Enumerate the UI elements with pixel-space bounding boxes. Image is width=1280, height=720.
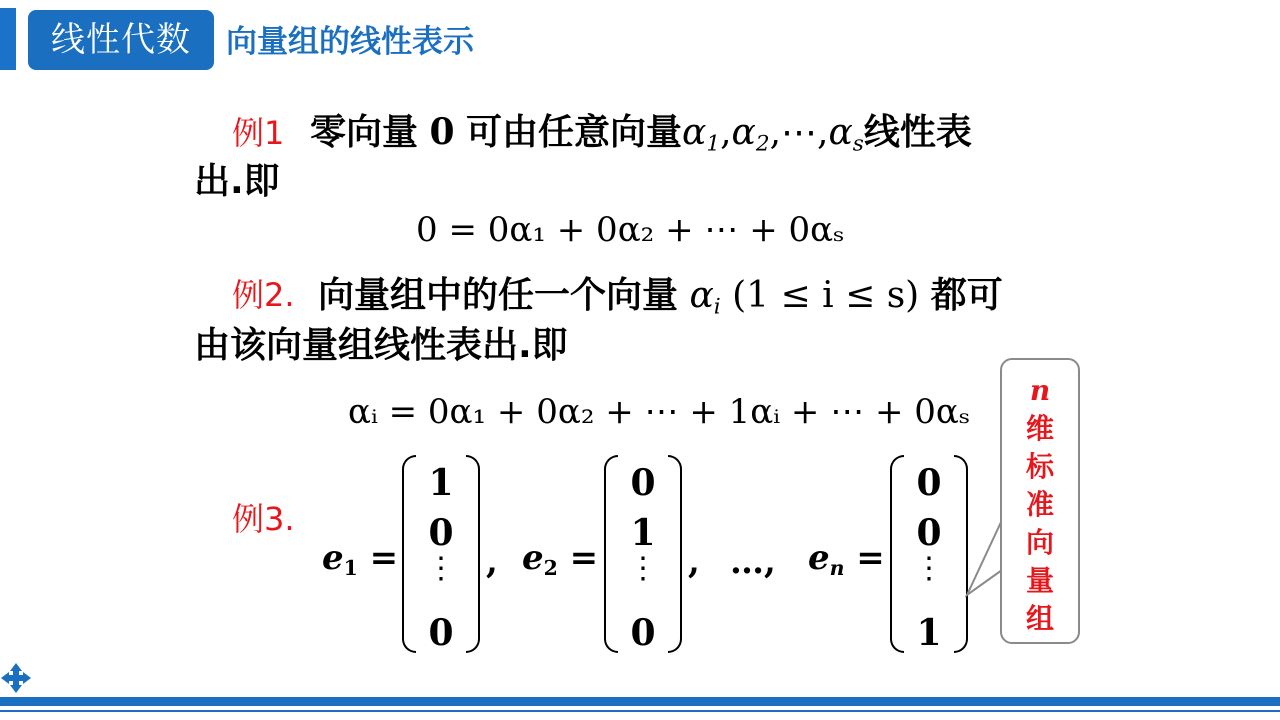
example1-label: 例1	[232, 114, 285, 152]
example2-line2: 由该向量组线性表出.即	[194, 325, 568, 366]
example1-vec-alpha2: $\alpha_2$	[731, 112, 770, 157]
footer-bar	[0, 697, 1280, 706]
en-entry-1: 0	[916, 462, 942, 504]
e2-name: $e_2$ =	[522, 538, 599, 581]
example2-condition: (1 ≤ i ≤ s)	[732, 275, 920, 316]
e2-entry-3: ⋮	[628, 551, 658, 586]
footer-line	[0, 710, 1280, 712]
e1-name: $e_1$ =	[322, 538, 399, 581]
example2-text2: 都可	[930, 275, 1003, 316]
en-matrix	[890, 455, 968, 655]
four-way-arrow-icon[interactable]	[0, 662, 32, 694]
example1-text1: 零向量	[310, 112, 419, 153]
e2-matrix	[604, 455, 682, 655]
example1-vec-alphas: $\alpha_s$	[828, 112, 864, 157]
callout-char-4: 准	[1025, 488, 1054, 521]
e2-entry-4: 0	[630, 612, 656, 654]
callout-char-2: 维	[1025, 412, 1054, 445]
callout-text	[1000, 372, 1080, 638]
callout-tail	[965, 520, 1005, 610]
example1-line1: 零向量 0 可由任意向量$\alpha_1,\alpha_2,\cdots,\alpha_s$线性表	[310, 111, 972, 157]
e1-matrix	[402, 455, 480, 655]
section-title: 向量组的线性表示	[226, 24, 474, 60]
example2-text1: 向量组中的任一个向量	[318, 275, 679, 316]
e1-entry-3: ⋮	[426, 551, 456, 586]
header-accent-bar	[0, 8, 16, 70]
example1-line2: 出.即	[194, 161, 280, 202]
en-name: $e_n$ =	[808, 538, 885, 581]
ellipsis: …,	[730, 542, 776, 582]
e1-entry-2: 0	[428, 512, 454, 554]
en-entry-3: ⋮	[914, 551, 944, 586]
comma-2: ,	[688, 542, 700, 582]
example2-line1	[318, 274, 1003, 329]
callout-char-6: 量	[1025, 564, 1054, 597]
e1-entry-4: 0	[428, 612, 454, 654]
example1-vec-alpha1: $\alpha_1$	[682, 112, 721, 157]
en-entry-2: 0	[916, 512, 942, 554]
example2-formula: αᵢ = 0α₁ + 0α₂ + ⋯ + 1αᵢ + ⋯ + 0αₛ	[348, 392, 971, 432]
callout-char-7: 组	[1025, 602, 1054, 635]
callout-char-5: 向	[1025, 526, 1054, 559]
example2-alpha-i: $\alpha_i$	[689, 275, 721, 320]
example1-text2: 可由任意向量	[465, 112, 682, 153]
e2-entry-2: 1	[630, 512, 656, 554]
course-badge: 线性代数	[28, 10, 214, 70]
example1-formula: 0 = 0α₁ + 0α₂ + ⋯ + 0αₛ	[416, 210, 845, 250]
example1-zero: 0	[429, 111, 455, 153]
e1-entry-1: 1	[428, 462, 454, 504]
example3-label: 例3.	[232, 500, 295, 538]
example2-label: 例2.	[232, 276, 295, 314]
comma-1: ,	[486, 542, 498, 582]
callout-char-3: 标	[1025, 450, 1054, 483]
en-entry-4: 1	[916, 612, 942, 654]
callout-char-1: n	[1029, 374, 1051, 407]
example1-text3: 线性表	[863, 112, 972, 153]
e2-entry-1: 0	[630, 462, 656, 504]
